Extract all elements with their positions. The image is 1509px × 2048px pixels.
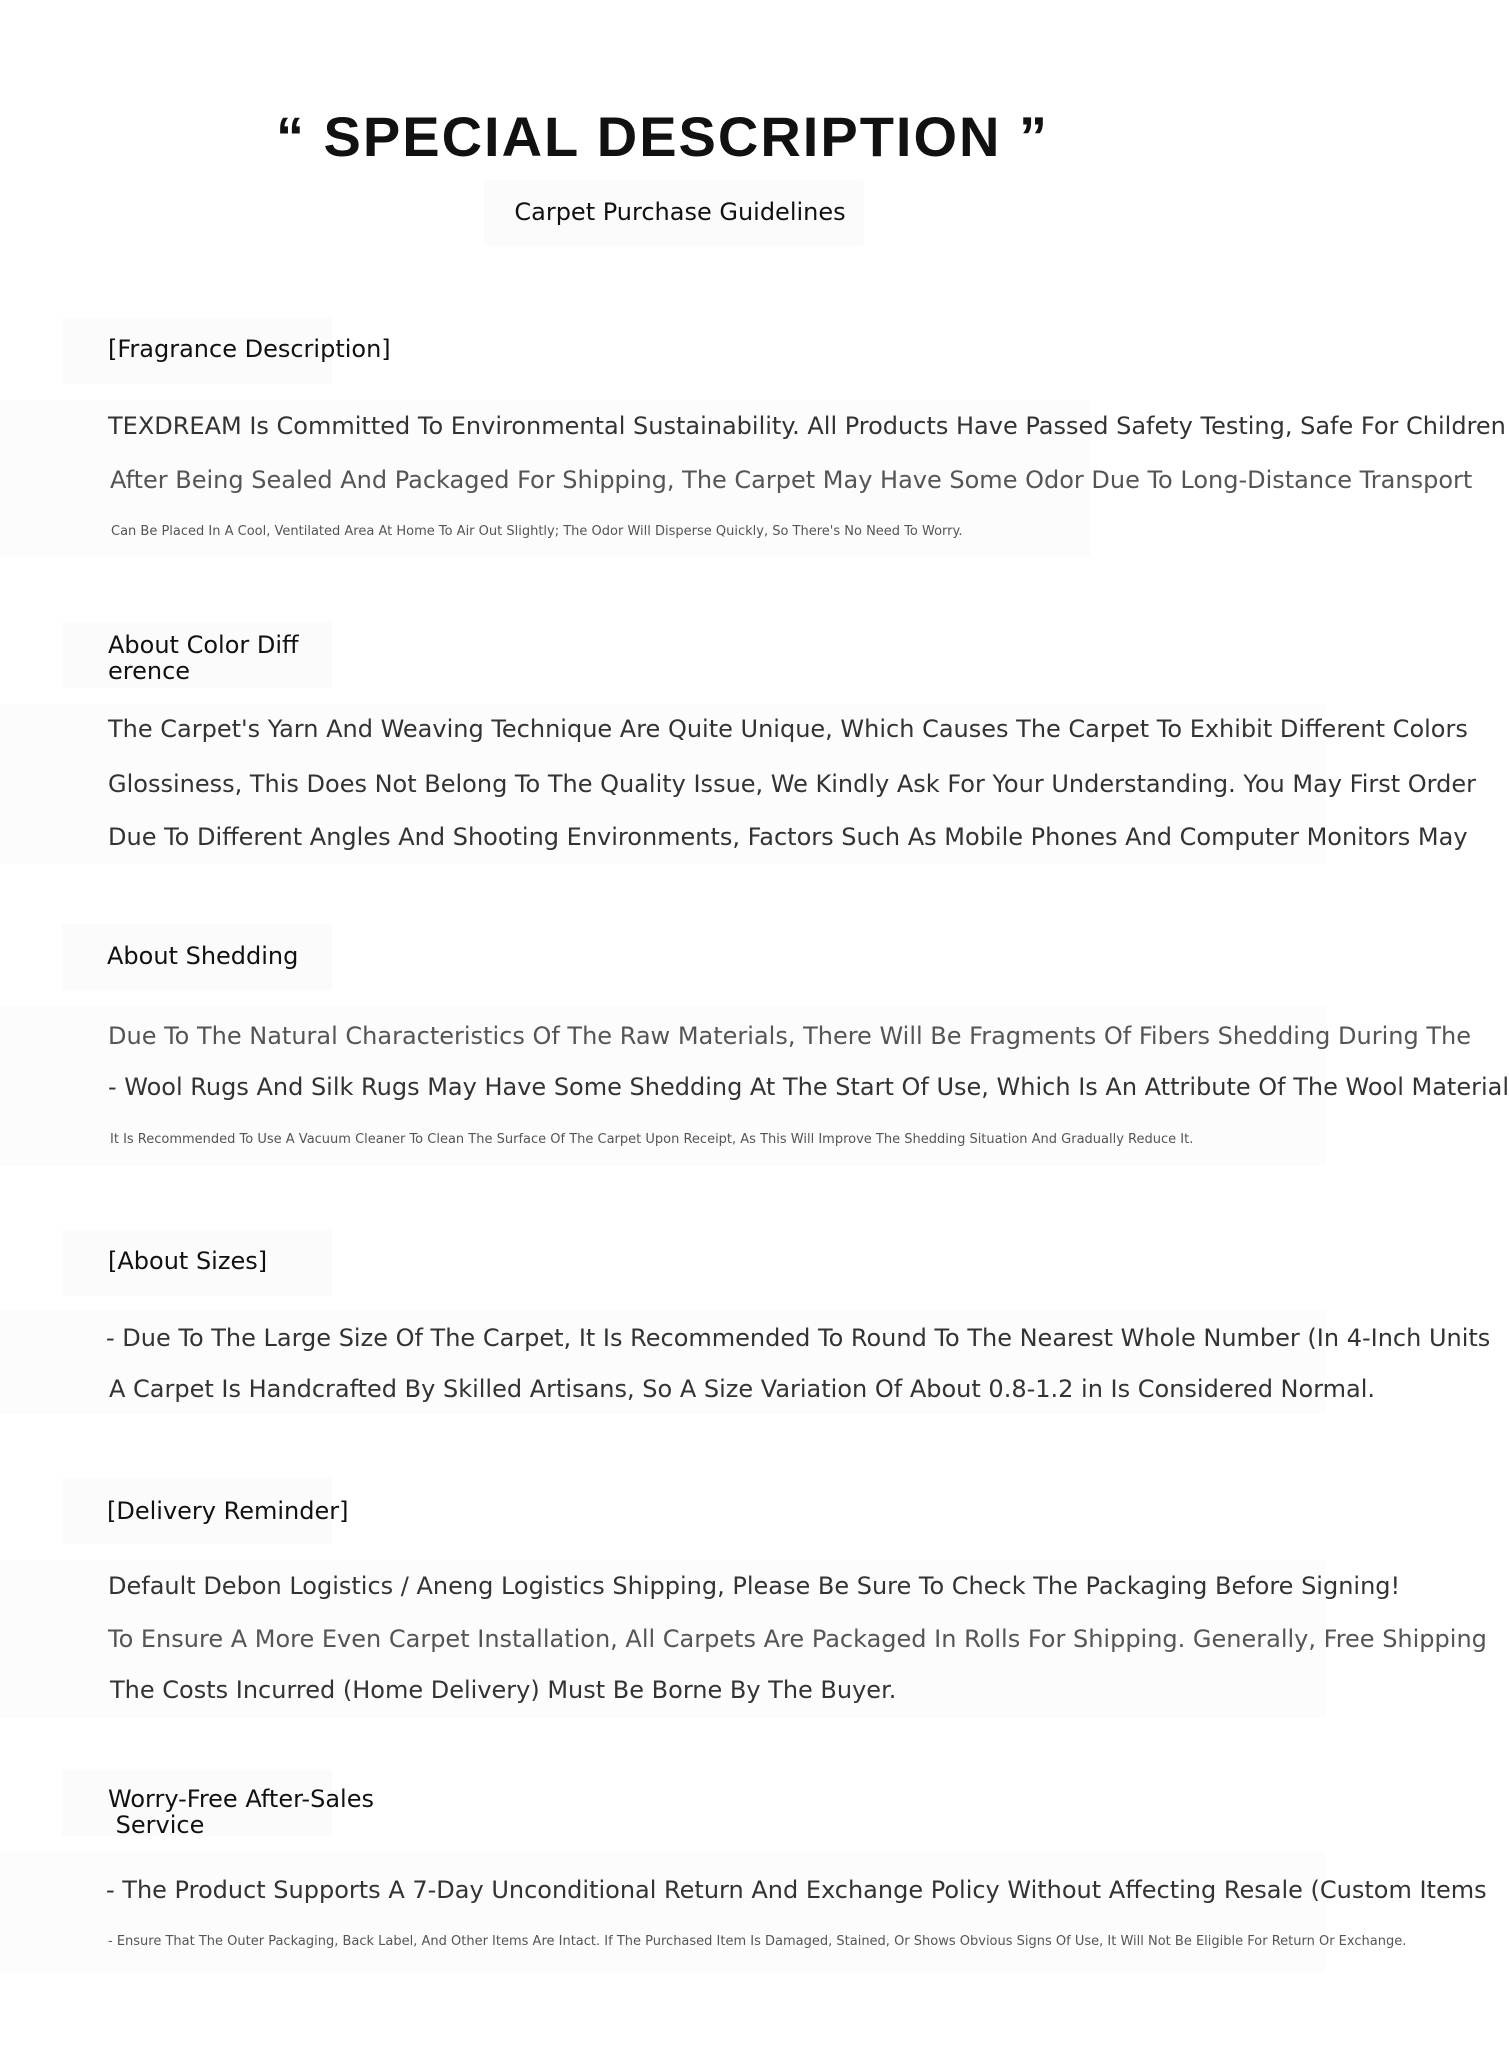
- body-line: The Costs Incurred (Home Delivery) Must Be Borne By The Buyer.: [110, 1676, 897, 1704]
- body-line: - Wool Rugs And Silk Rugs May Have Some Shedding At The Start Of Use, Which Is An Attribute Of The Wool Material: [108, 1073, 1509, 1101]
- body-line: To Ensure A More Even Carpet Installation, All Carpets Are Packaged In Rolls For Shipping. Generally, Free Shipping: [108, 1625, 1487, 1653]
- body-line-small: - Ensure That The Outer Packaging, Back Label, And Other Items Are Intact. If The Purchased Item Is Damaged, Stained, Or Shows Obvious Signs Of Use, It Will Not Be Eligible For Return Or Exchange.: [108, 1934, 1407, 1949]
- body-line: The Carpet's Yarn And Weaving Technique Are Quite Unique, Which Causes The Carpet To Exhibit Different Colors: [108, 715, 1468, 743]
- section-body-background: [0, 1852, 1325, 1972]
- body-line: After Being Sealed And Packaged For Shipping, The Carpet May Have Some Odor Due To Long-Distance Transport: [110, 466, 1473, 494]
- body-line-small: Can Be Placed In A Cool, Ventilated Area At Home To Air Out Slightly; The Odor Will Disperse Quickly, So There's No Need To Worry.: [111, 524, 963, 539]
- body-line: Default Debon Logistics / Aneng Logistics Shipping, Please Be Sure To Check The Packaging Before Signing!: [108, 1572, 1401, 1600]
- section-heading-delivery: [Delivery Reminder]: [107, 1497, 349, 1525]
- body-line: Due To The Natural Characteristics Of The Raw Materials, There Will Be Fragments Of Fibers Shedding During The: [108, 1022, 1471, 1050]
- body-line: Glossiness, This Does Not Belong To The Quality Issue, We Kindly Ask For Your Understanding. You May First Order: [108, 770, 1476, 798]
- section-heading-after-sales: Worry-Free After-Sales Service: [108, 1785, 374, 1839]
- body-line-small: It Is Recommended To Use A Vacuum Cleaner To Clean The Surface Of The Carpet Upon Receipt, As This Will Improve The Shedding Situation And Gradually Reduce It.: [110, 1132, 1194, 1147]
- body-line: Due To Different Angles And Shooting Environments, Factors Such As Mobile Phones And Computer Monitors May: [108, 823, 1468, 851]
- page-title: “ SPECIAL DESCRIPTION ”: [275, 105, 1050, 168]
- body-line: TEXDREAM Is Committed To Environmental Sustainability. All Products Have Passed Safety Testing, Safe For Children: [108, 412, 1506, 440]
- body-line: A Carpet Is Handcrafted By Skilled Artisans, So A Size Variation Of About 0.8-1.2 in Is Considered Normal.: [109, 1375, 1376, 1403]
- section-heading-color-difference: About Color Diff erence: [108, 631, 299, 685]
- section-heading-sizes: [About Sizes]: [108, 1247, 268, 1275]
- page-subtitle: Carpet Purchase Guidelines: [514, 198, 846, 226]
- section-heading-shedding: About Shedding: [107, 942, 299, 970]
- body-line: - Due To The Large Size Of The Carpet, It Is Recommended To Round To The Nearest Whole Number (In 4-Inch Units: [106, 1324, 1491, 1352]
- section-heading-fragrance: [Fragrance Description]: [108, 335, 391, 363]
- body-line: - The Product Supports A 7-Day Unconditional Return And Exchange Policy Without Affecting Resale (Custom Items: [106, 1876, 1487, 1904]
